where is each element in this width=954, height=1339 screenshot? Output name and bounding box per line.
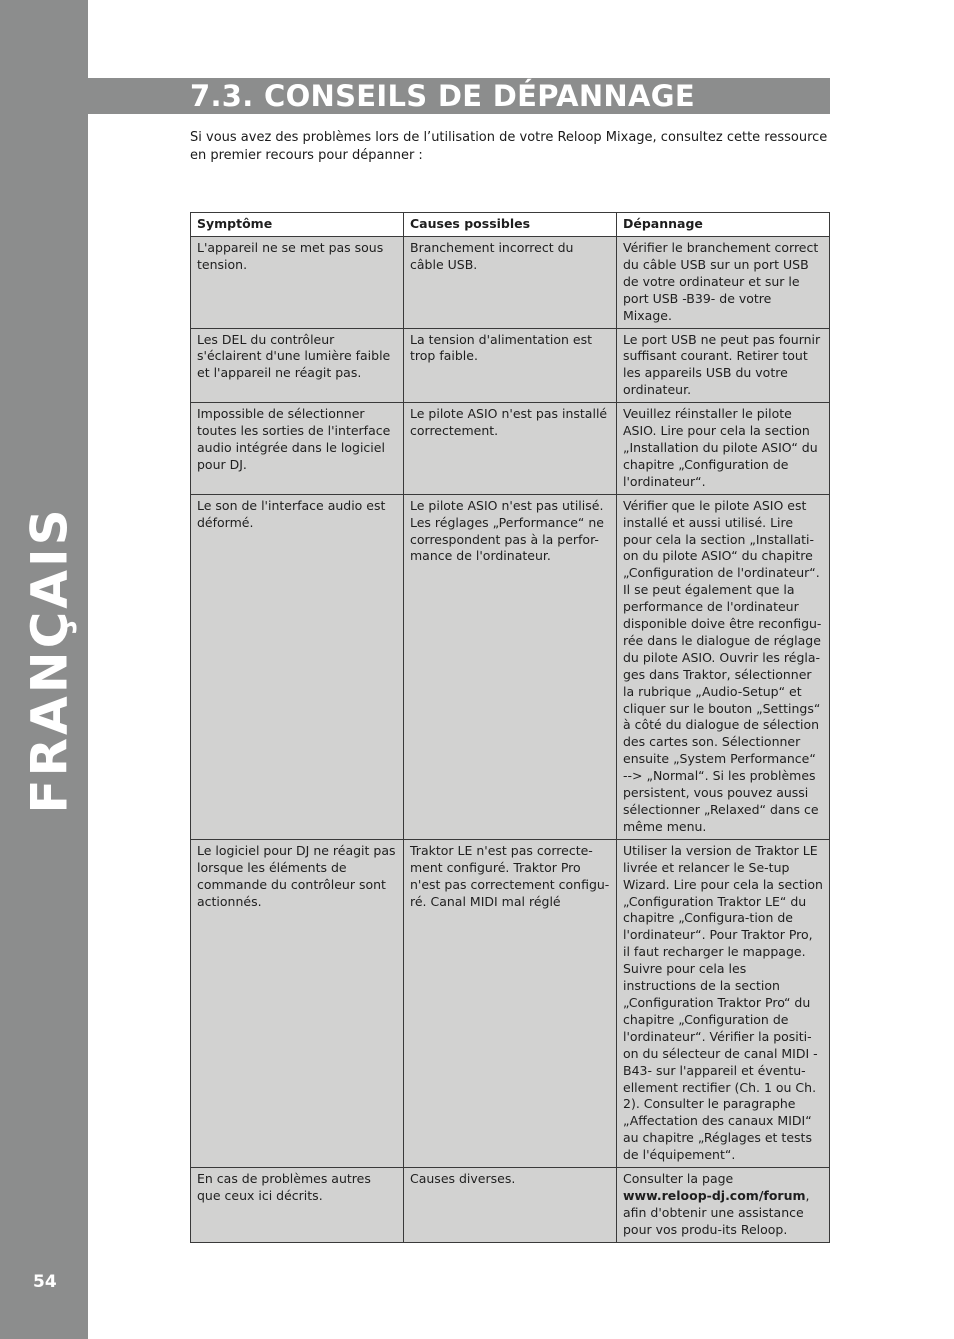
header-symptom: Symptôme bbox=[191, 213, 404, 237]
troubleshooting-table bbox=[190, 212, 830, 1243]
table-row bbox=[191, 1168, 830, 1243]
fix-cell: Vérifier le branchement correct du câble USB sur un port USB de votre ordinateur et sur le port USB -B39- de votre Mixage. bbox=[617, 237, 830, 329]
section-title: 7.3. CONSEILS DE DÉPANNAGE bbox=[190, 79, 695, 113]
fix-cell: Veuillez réinstaller le pilote ASIO. Lire pour cela la section „Installation du pilote ASIO“ du chapitre „Configuration de l'ordinateur“. bbox=[617, 403, 830, 495]
cause-cell: Le pilote ASIO n'est pas utilisé. Les réglages „Performance“ ne correspondent pas à la perfor-mance de l'ordinateur. bbox=[404, 494, 617, 839]
fix-cell: Utiliser la version de Traktor LE livrée et relancer le Se-tup Wizard. Lire pour cela la section „Configuration Traktor LE“ du chapitre „Configura-tion de l'ordinateur“. Pour Traktor Pro, il faut recharger le mappage. Suivre pour cela les instructions de la section „Configuration Traktor Pro“ du chapitre „Configuration de l'ordinateur“. Vérifier la positi-on du sélecteur de canal MIDI -B43- sur l'appareil et éventu-ellement rectifier (Ch. 1 ou Ch. 2). Consulter le paragraphe „Affectation des canaux MIDI“ au chapitre „Réglages et tests de l'équipement“. bbox=[617, 839, 830, 1167]
header-fix: Dépannage bbox=[617, 213, 830, 237]
table-row bbox=[191, 839, 830, 1167]
sidebar-language-label: FRANÇAIS bbox=[21, 506, 80, 814]
page-number: 54 bbox=[33, 1272, 57, 1292]
symptom-cell: L'appareil ne se met pas sous tension. bbox=[191, 237, 404, 329]
symptom-cell: En cas de problèmes autres que ceux ici décrits. bbox=[191, 1168, 404, 1243]
symptom-cell: Les DEL du contrôleur s'éclairent d'une lumière faible et l'appareil ne réagit pas. bbox=[191, 328, 404, 403]
header-causes: Causes possibles bbox=[404, 213, 617, 237]
cause-cell: Branchement incorrect du câble USB. bbox=[404, 237, 617, 329]
fix-cell bbox=[617, 1168, 830, 1243]
fix-cell: Le port USB ne peut pas fournir suffisant courant. Retirer tout les appareils USB du votre ordinateur. bbox=[617, 328, 830, 403]
table-row bbox=[191, 237, 830, 329]
language-sidebar bbox=[0, 0, 88, 1339]
symptom-cell: Le son de l'interface audio est déformé. bbox=[191, 494, 404, 839]
forum-link[interactable]: www.reloop-dj.com/forum bbox=[623, 1187, 806, 1203]
table-row bbox=[191, 403, 830, 495]
intro-paragraph: Si vous avez des problèmes lors de l’utilisation de votre Reloop Mixage, consultez cette ressource en premier recours pour dépanner : bbox=[190, 130, 828, 163]
fix-suffix: , afin d'obtenir une assistance pour vos produ-its Reloop. bbox=[623, 1187, 810, 1237]
fix-cell: Vérifier que le pilote ASIO est installé et aussi utilisé. Lire pour cela la section „Installati-on du pilote ASIO“ du chapitre „Configuration de l'ordinateur“. Il se peut également que la performance de l'ordinateur disponible doive être reconfigu-rée dans le dialogue de réglage du pilote ASIO. Ouvrir les régla-ges dans Traktor, sélectionner la rubrique „Audio-Setup“ et cliquer sur le bouton „Settings“ à côté du dialogue de sélection des cartes son. Sélectionner ensuite „System Performance“ --> „Normal“. Si les problèmes persistent, vous pouvez aussi sélectionner „Relaxed“ dans ce même menu. bbox=[617, 494, 830, 839]
cause-cell: La tension d'alimentation est trop faible. bbox=[404, 328, 617, 403]
table-row bbox=[191, 494, 830, 839]
cause-cell: Causes diverses. bbox=[404, 1168, 617, 1243]
symptom-cell: Le logiciel pour DJ ne réagit pas lorsque les éléments de commande du contrôleur sont actionnés. bbox=[191, 839, 404, 1167]
table-header-row bbox=[191, 213, 830, 237]
sidebar-language-label-box bbox=[21, 506, 80, 814]
cause-cell: Le pilote ASIO n'est pas installé correctement. bbox=[404, 403, 617, 495]
symptom-cell: Impossible de sélectionner toutes les sorties de l'interface audio intégrée dans le logiciel pour DJ. bbox=[191, 403, 404, 495]
cause-cell: Traktor LE n'est pas correcte-ment configuré. Traktor Pro n'est pas correctement configu-ré. Canal MIDI mal réglé bbox=[404, 839, 617, 1167]
table-row bbox=[191, 328, 830, 403]
fix-prefix: Consulter la page bbox=[623, 1171, 734, 1187]
